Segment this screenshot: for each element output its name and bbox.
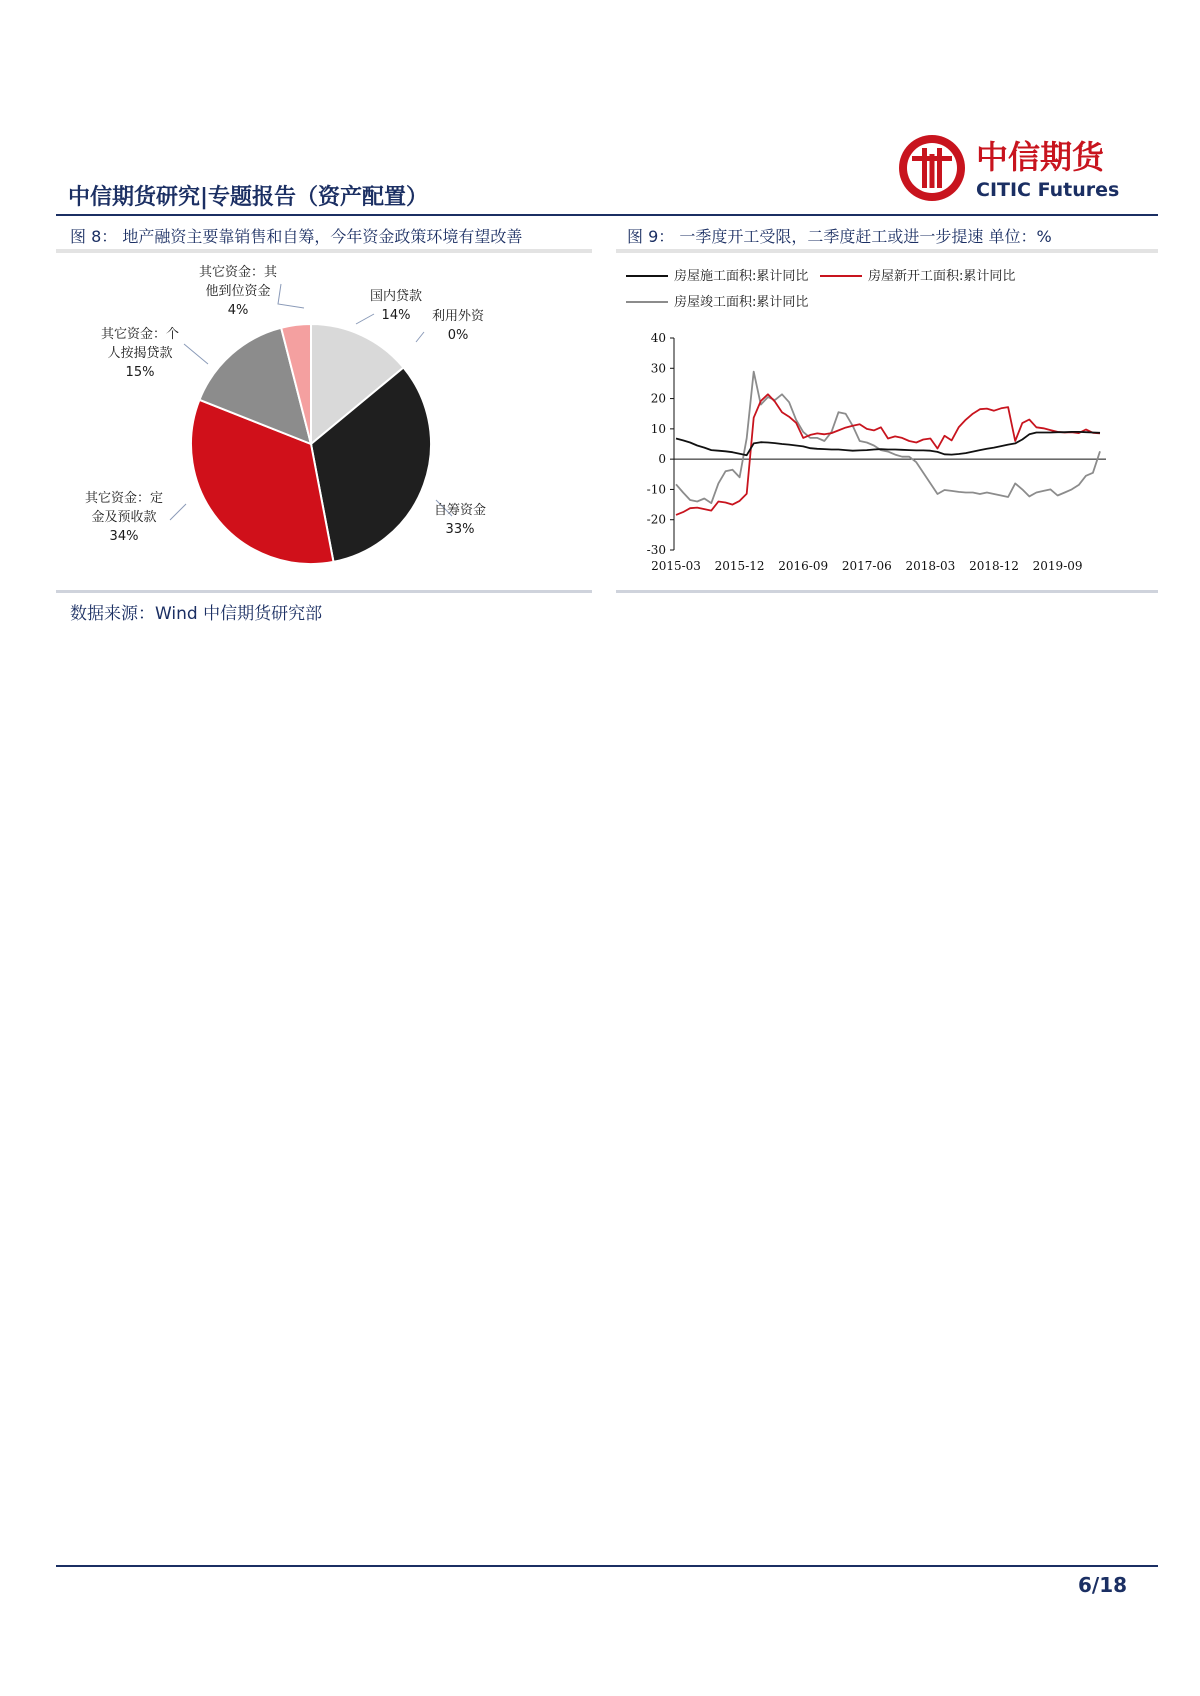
pie-leader-domestic_loan xyxy=(356,314,374,324)
pie-label-self_raised-0: 自筹资金 xyxy=(433,503,487,518)
y-tick-label-4: 0 xyxy=(658,452,666,467)
x-tick-label-3: 2017-06 xyxy=(841,559,892,573)
pie-leader-foreign xyxy=(416,332,424,342)
footer-rule xyxy=(56,1565,1158,1567)
pie-leader-other xyxy=(278,284,304,308)
citic-logo-mark xyxy=(896,132,1136,204)
x-tick-label-4: 2018-03 xyxy=(905,559,956,573)
pie-leader-deposits xyxy=(170,504,186,520)
logo-cn: 中信期货 xyxy=(976,138,1105,176)
legend-label-0: 房屋施工面积:累计同比 xyxy=(674,269,809,284)
data-source-note: 数据来源：Wind 中信期货研究部 xyxy=(70,604,323,624)
figure9-caption: 图 9： 一季度开工受限，二季度赶工或进一步提速 单位：% xyxy=(627,227,1052,246)
pie-label-other-0: 其它资金：其 xyxy=(198,265,278,280)
pie-label-mortgage-2: 15% xyxy=(125,365,155,380)
legend-label-2: 房屋竣工面积:累计同比 xyxy=(674,295,809,310)
pie-label-other-1: 他到位资金 xyxy=(205,284,271,299)
header-rule xyxy=(56,214,1158,216)
figure8-pie-chart xyxy=(56,254,596,584)
pie-label-deposits-1: 金及预收款 xyxy=(91,510,157,525)
y-tick-label-6: -20 xyxy=(646,512,666,527)
pie-label-deposits-0: 其它资金：定 xyxy=(84,491,164,506)
y-tick-label-1: 30 xyxy=(650,361,666,376)
pie-label-domestic_loan-1: 14% xyxy=(381,308,411,323)
y-tick-label-7: -30 xyxy=(646,543,666,557)
pie-label-mortgage-0: 其它资金：个 xyxy=(100,327,180,342)
pie-label-foreign-0: 利用外资 xyxy=(431,309,485,324)
pie-label-domestic_loan-0: 国内贷款 xyxy=(369,289,423,304)
figure8-caption-rule xyxy=(56,249,592,253)
pie-label-self_raised-1: 33% xyxy=(445,522,475,537)
pie-label-other-2: 4% xyxy=(227,303,249,318)
logo-en: CITIC Futures xyxy=(976,179,1120,201)
x-tick-label-5: 2018-12 xyxy=(969,559,1019,573)
x-tick-label-0: 2015-03 xyxy=(651,559,701,573)
y-tick-label-2: 20 xyxy=(650,391,666,406)
page-number: 6/18 xyxy=(1078,1573,1128,1597)
figure9-bottom-rule xyxy=(616,590,1158,593)
pie-label-deposits-2: 34% xyxy=(109,529,139,544)
report-title: 中信期货研究|专题报告（资产配置） xyxy=(68,185,429,210)
y-tick-label-3: 10 xyxy=(650,421,666,436)
legend-label-1: 房屋新开工面积:累计同比 xyxy=(868,269,1016,284)
figure8-caption: 图 8： 地产融资主要靠销售和自筹，今年资金政策环境有望改善 xyxy=(70,227,523,246)
y-tick-label-5: -10 xyxy=(646,482,666,497)
pie-label-foreign-1: 0% xyxy=(447,328,469,343)
pie-label-mortgage-1: 人按揭贷款 xyxy=(107,346,173,361)
y-tick-label-0: 40 xyxy=(650,331,666,345)
x-tick-label-6: 2019-09 xyxy=(1032,559,1083,573)
x-tick-label-1: 2015-12 xyxy=(714,559,765,573)
figure8-bottom-rule xyxy=(56,590,592,593)
x-tick-label-2: 2016-09 xyxy=(778,559,829,573)
figure9-caption-rule xyxy=(616,249,1158,253)
pie-leader-mortgage xyxy=(184,344,208,364)
figure9-line-chart xyxy=(616,254,1158,584)
citic-futures-logo xyxy=(896,132,1136,204)
